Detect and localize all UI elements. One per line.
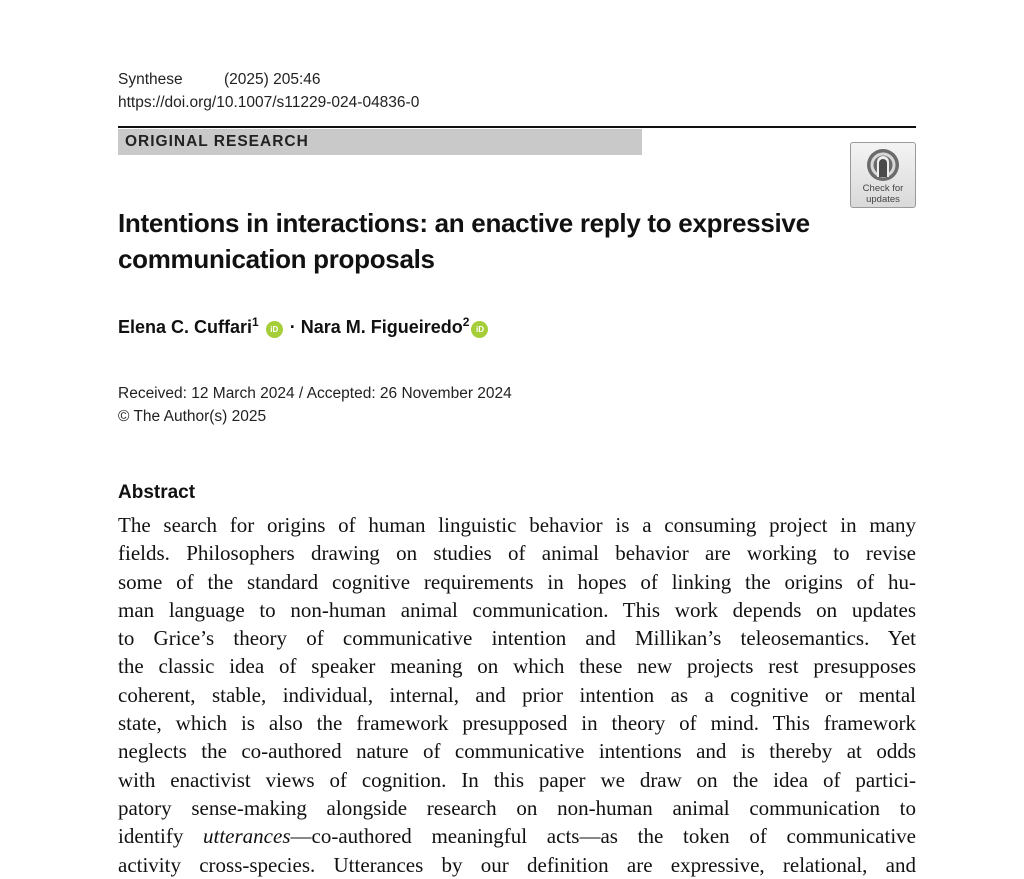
orcid-icon[interactable]: iD [266,321,283,338]
section-label: ORIGINAL RESEARCH [118,129,642,155]
journal-name: Synthese [118,71,183,88]
check-for-updates-line1: Check for [862,183,904,194]
author-name: Elena C. Cuffari [118,317,253,337]
abstract-line: fields. Philosophers drawing on studies of animal behavior are working to revise [118,541,916,566]
title-line-2: communication proposals [118,244,435,274]
author-name: Nara M. Figueiredo [300,317,463,337]
received-accepted-dates: Received: 12 March 2024 / Accepted: 26 November 2024 [118,385,512,402]
abstract-line: neglects the co-authored nature of communicative intentions and is thereby at odds [118,739,916,764]
abstract-heading: Abstract [118,482,196,503]
orcid-icon[interactable]: iD [471,321,488,338]
abstract-line [118,822,916,850]
abstract-line: some of the standard cognitive requirements in hopes of linking the origins of hu- [118,569,916,594]
author-affiliation: 2 [462,315,470,329]
check-for-updates-icon [865,147,901,183]
abstract-italic-term: utterances [203,824,291,849]
title-line-1: Intentions in interactions: an enactive reply to expressive [118,208,810,238]
citation: (2025) 205:46 [224,71,321,88]
abstract-line: state, which is also the framework presupposed in theory of mind. This framework [118,711,916,736]
abstract-body [118,511,916,879]
abstract-line: The search for origins of human linguistic behavior is a consuming project in many [118,513,916,537]
header-rule [118,126,916,128]
author-separator: · [289,317,296,337]
abstract-line: man language to non-human animal communication. This work depends on updates [118,597,916,622]
abstract-line: activity cross-species. Utterances by our definition are expressive, relational, and [118,852,916,877]
author-affiliation: 1 [252,315,259,329]
check-for-updates-button[interactable] [850,142,916,208]
abstract-line: the classic idea of speaker meaning on which these new projects rest presupposes [118,654,916,679]
abstract-line: coherent, stable, individual, internal, and prior intention as a cognitive or mental [118,682,916,707]
journal-citation [118,71,321,89]
check-for-updates-line2: updates [866,194,900,205]
doi-link[interactable]: https://doi.org/10.1007/s11229-024-04836-0 [118,94,420,111]
abstract-text: identify [118,824,204,849]
abstract-text: —co-authored meaningful acts—as the token of communicative [290,824,916,849]
author-list [118,315,490,338]
abstract-line: patory sense-making alongside research on non-human animal communication to [118,795,916,820]
abstract-line: to Grice’s theory of communicative intention and Millikan’s teleosemantics. Yet [118,626,916,651]
copyright-notice: © The Author(s) 2025 [118,408,267,425]
abstract-line: with enactivist views of cognition. In this paper we draw on the idea of partici- [118,767,916,792]
article-title [118,205,848,277]
